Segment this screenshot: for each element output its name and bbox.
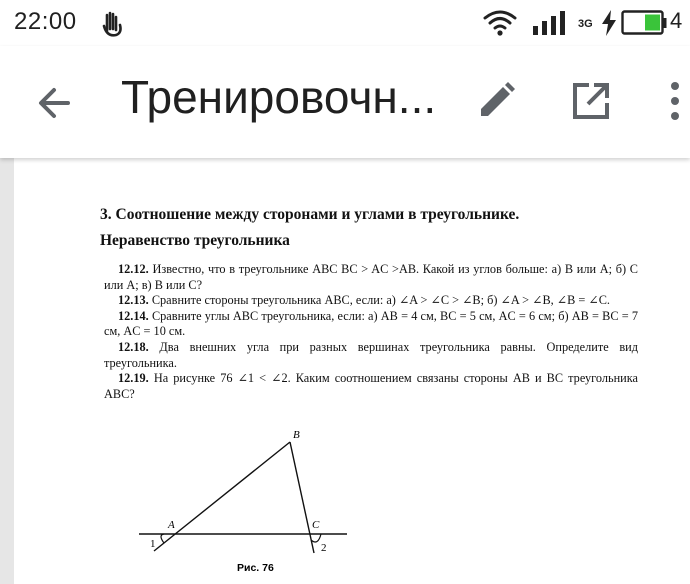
triangle-figure xyxy=(14,158,690,584)
charging-icon xyxy=(600,9,618,37)
battery-icon xyxy=(621,10,667,36)
problem-item: 12.14. Сравните углы ABC треугольника, если: а) AB = 4 см, BC = 5 см, AC = 6 см; б) AB = BC = 7 см, AC = 10 см. xyxy=(104,308,639,339)
edit-pencil-icon[interactable] xyxy=(474,79,518,123)
app-bar xyxy=(0,46,690,158)
problem-item: 12.12. Известно, что в треугольнике ABC BC > AC >AB. Какой из углов больше: а) B или A; б) C или A; в) B или C? xyxy=(104,262,639,292)
document-title: Тренировочн... xyxy=(121,71,437,123)
more-vert-icon[interactable] xyxy=(668,80,682,122)
status-bar xyxy=(0,0,690,46)
document-page xyxy=(14,158,690,584)
angle-2-label: 2 xyxy=(321,542,327,554)
vertex-c-label: C xyxy=(312,519,320,531)
figure-caption: Рис. 76 xyxy=(237,562,274,574)
side-bc xyxy=(290,442,314,553)
angle-1-label: 1 xyxy=(150,538,156,550)
problem-item: 12.13. Сравните стороны треугольника ABC, если: а) ∠A > ∠C > ∠B; б) ∠A > ∠B, ∠B = ∠C. xyxy=(118,293,610,308)
angle-2-arc xyxy=(311,534,321,542)
hand-notification-icon xyxy=(98,9,128,39)
back-arrow-icon[interactable] xyxy=(34,82,76,124)
problem-item: 12.18. Два внешних угла при разных вершинах треугольника равны. Определите вид треугольника. xyxy=(104,339,638,370)
battery-level: 4 xyxy=(670,8,683,33)
status-time: 22:00 xyxy=(14,8,77,35)
open-external-icon[interactable] xyxy=(569,79,613,123)
section-title: 3. Соотношение между сторонами и углами в треугольнике. Неравенство треугольника xyxy=(100,206,520,249)
network-type: 3G xyxy=(578,18,593,30)
problem-item: 12.19. На рисунке 76 ∠1 < ∠2. Каким соотношением связаны стороны AB и BC треугольника ABC? xyxy=(104,371,639,401)
document-viewer[interactable] xyxy=(0,158,690,584)
angle-1-arc xyxy=(161,534,164,543)
vertex-b-label: B xyxy=(293,429,300,441)
wifi-icon xyxy=(483,9,517,37)
vertex-a-label: A xyxy=(168,519,175,531)
signal-icon xyxy=(532,10,572,36)
